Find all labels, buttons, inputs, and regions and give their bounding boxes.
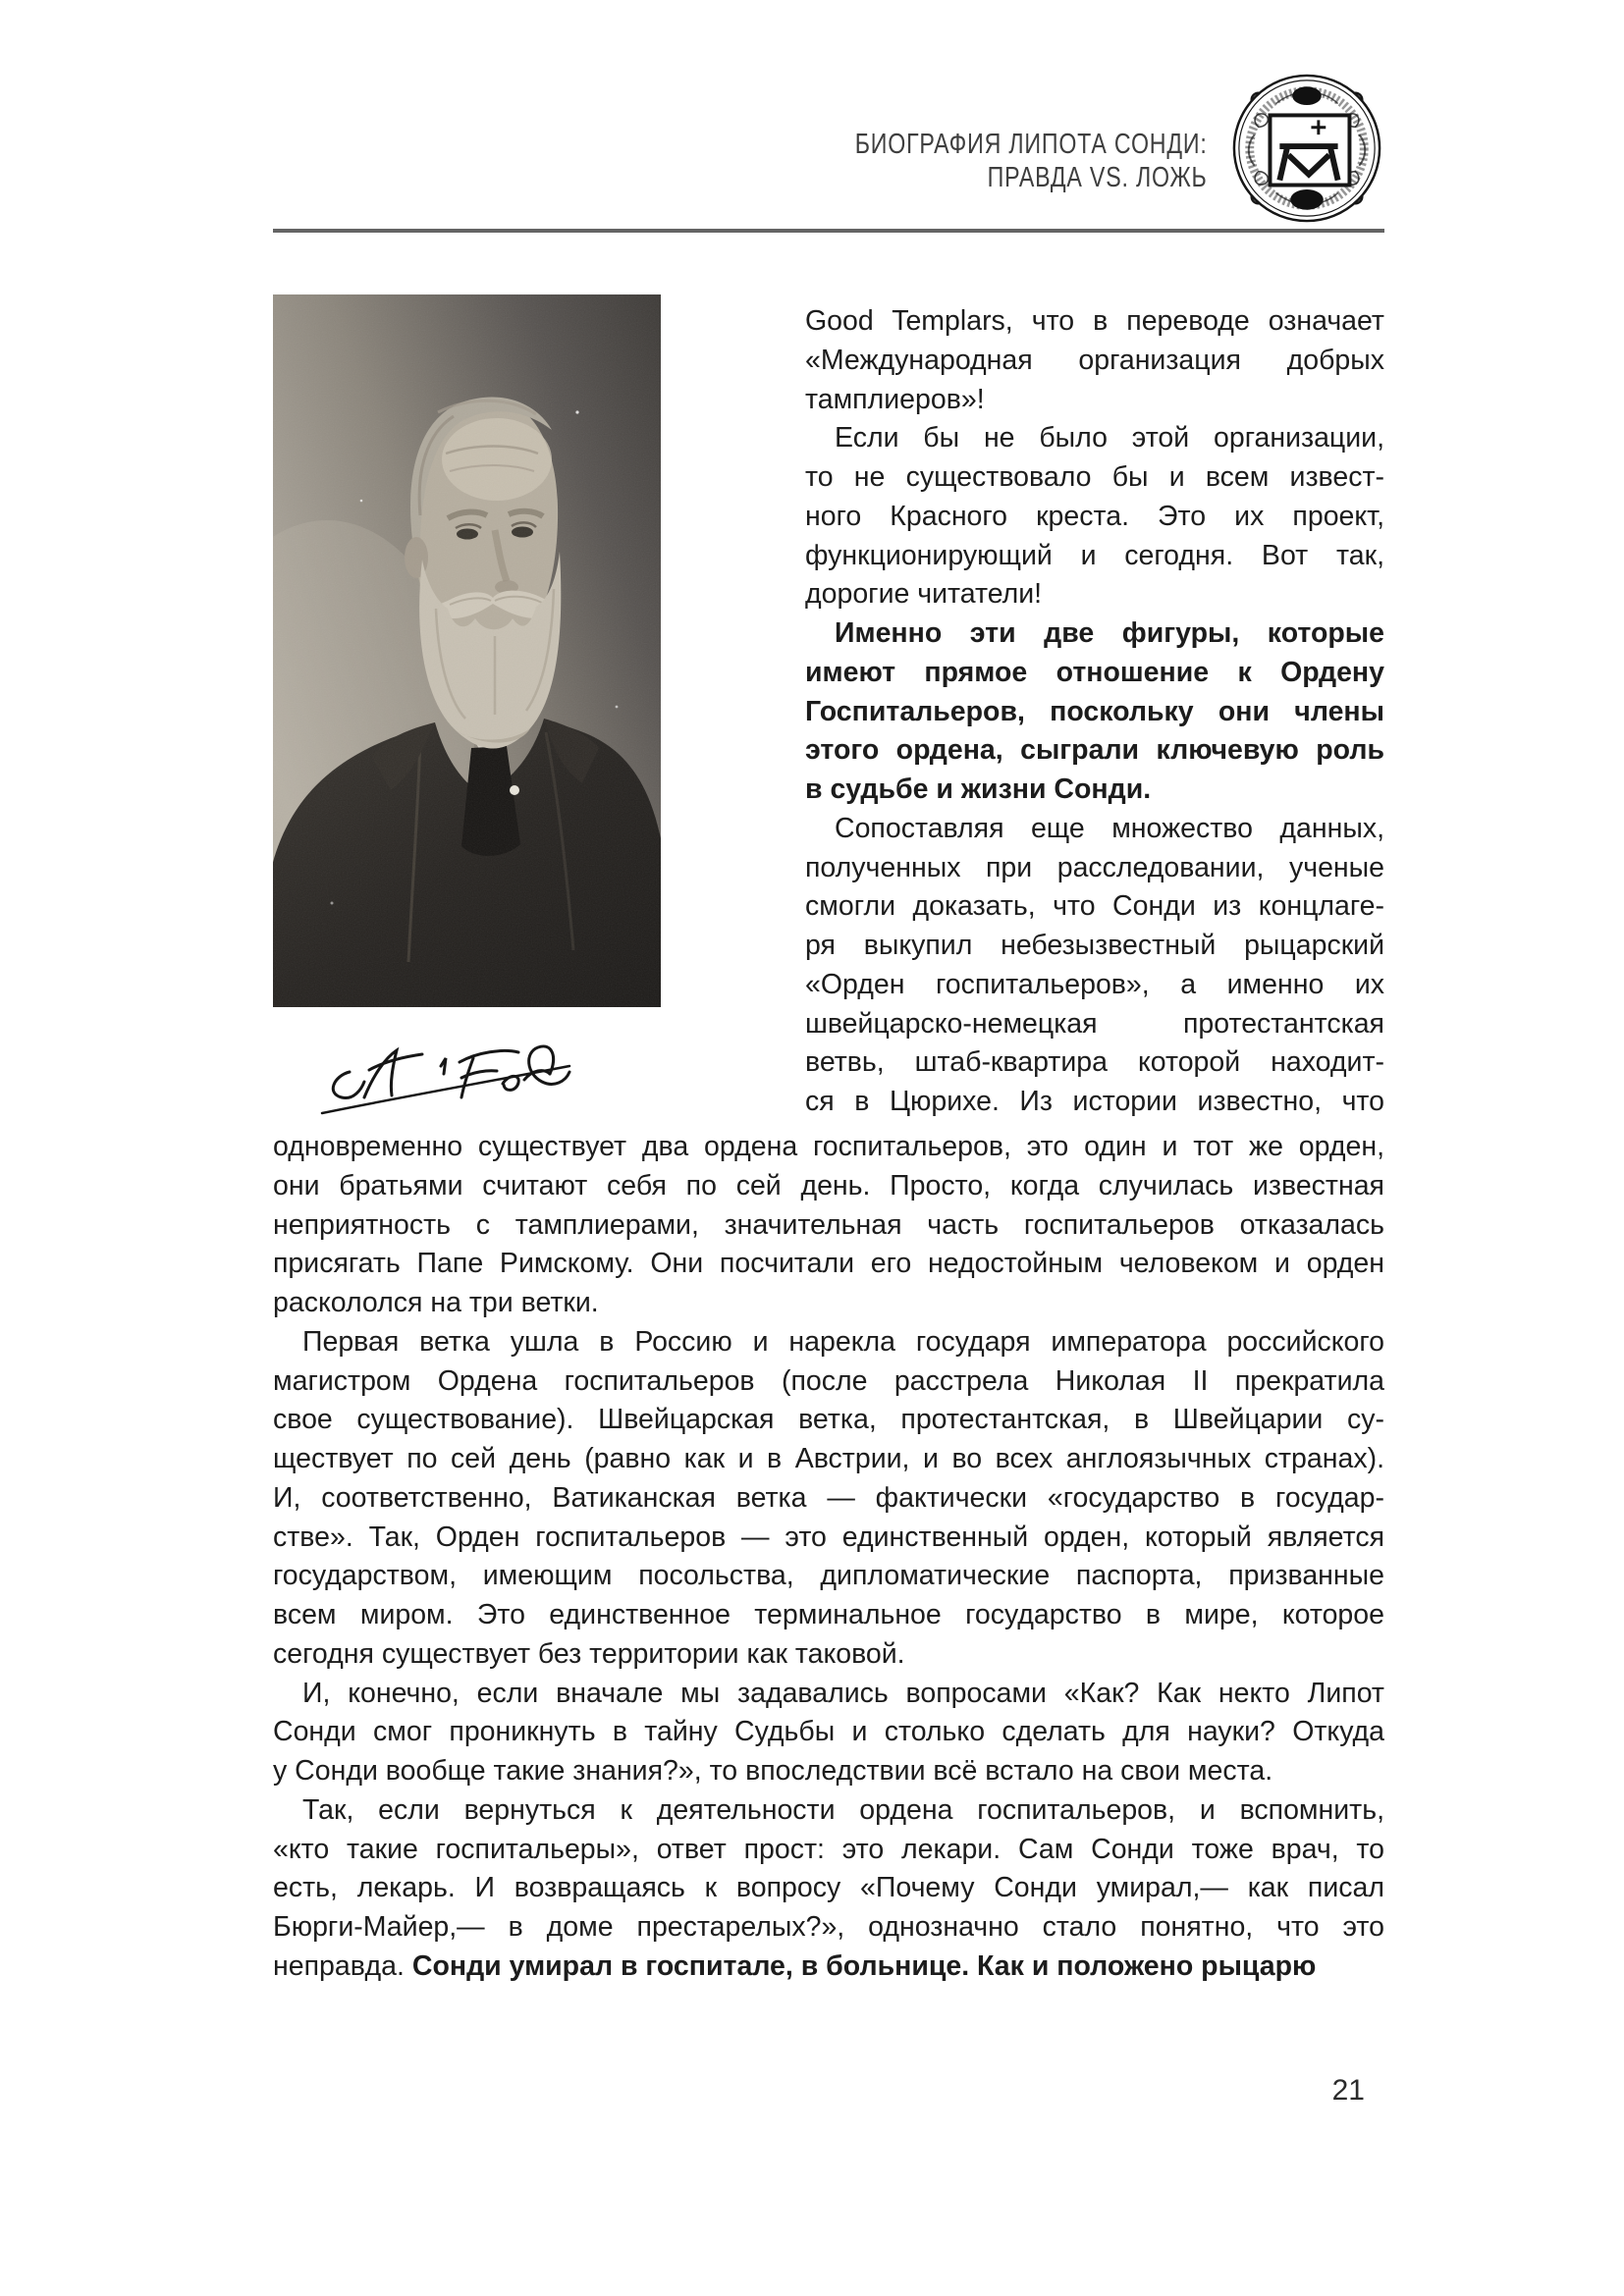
text-line: ся в Цюрихе. Из истории известно, что: [805, 1086, 1384, 1117]
text-line: Сопоставляя еще множество данных,: [835, 812, 1384, 844]
text-line: Именно эти две фигуры, которые: [835, 617, 1384, 649]
text-line: швейцарско-немецкая протестантская: [805, 1007, 1384, 1040]
text-line: Сонди смог проникнуть в тайну Судьбы и столько сделать для науки? Откуда: [273, 1716, 1384, 1748]
text-line: ществует по сей день (равно как и в Австрии, и во всех англоязычных странах).: [273, 1443, 1384, 1474]
text-line: «Международная организация добрых: [805, 344, 1384, 376]
text-line: полученных при расследовании, ученые: [805, 851, 1384, 883]
text-line: функционирующий и сегодня. Вот так,: [805, 539, 1384, 571]
text-line: «кто такие госпитальеры», ответ прост: это лекари. Сам Сонди тоже врач, то: [273, 1833, 1384, 1865]
text-line: Первая ветка ушла в Россию и нарекла государя императора российского: [302, 1325, 1384, 1358]
running-head-line2: ПРАВДА VS. ЛОЖЬ: [988, 162, 1208, 193]
portrait-photo: [273, 294, 661, 1007]
text-line: государством, имеющим посольства, дипломатические паспорта, призванные: [273, 1560, 1384, 1592]
text-line: Госпитальеров, поскольку они члены: [805, 695, 1384, 727]
text-line: то не существовало бы и всем извест-: [805, 461, 1384, 493]
full-width-text: [273, 1128, 1384, 1987]
text-line: Так, если вернуться к деятельности ордена госпитальеров, и вспомнить,: [302, 1793, 1384, 1826]
publisher-emblem-icon: [1229, 71, 1384, 226]
text-line: всем миром. Это единственное терминальное государство в мире, которое: [273, 1599, 1384, 1630]
text-line: свое существование). Швейцарская ветка, протестантская, в Швейцарии су-: [273, 1404, 1384, 1436]
running-head-line1: БИОГРАФИЯ ЛИПОТА СОНДИ:: [855, 129, 1208, 160]
text-line: сегодня существует без территории как таковой.: [273, 1637, 905, 1670]
text-line: магистром Ордена госпитальеров (после расстрела Николая II прекратила: [273, 1364, 1384, 1397]
text-line: И, конечно, если вначале мы задавались вопросами «Как? Как некто Липот: [302, 1677, 1384, 1709]
column-text: [805, 302, 1384, 1122]
text-line: ветвь, штаб-квартира которой находит-: [805, 1046, 1384, 1079]
text-line: у Сонди вообще такие знания?», то впоследствии всё встало на свои места.: [273, 1755, 1273, 1787]
text-line: Good Templars, что в переводе означает: [805, 305, 1384, 337]
text-line: Если бы не было этой организации,: [835, 422, 1384, 454]
text-line: в судьбе и жизни Сонди.: [805, 774, 1152, 805]
text-line: этого ордена, сыграли ключевую роль: [805, 734, 1384, 767]
text-line: Бюрги-Майер,— в доме престарелых?», однозначно стало понятно, что это: [273, 1911, 1384, 1943]
text-line: раскололся на три ветки.: [273, 1287, 599, 1318]
text-line: И, соответственно, Ватиканская ветка — фактически «государство в государ-: [273, 1481, 1384, 1514]
text-line: неправда. Сонди умирал в госпитале, в больнице. Как и положено рыцарю: [273, 1949, 1317, 1982]
header-rule: [273, 229, 1384, 233]
text-line: тамплиеров»!: [805, 383, 985, 415]
text-line: ря выкупил небезызвестный рыцарский: [805, 930, 1384, 961]
page-number: 21: [1331, 2074, 1365, 2107]
signature-image: [310, 1037, 581, 1127]
text-line: дорогие читатели!: [805, 578, 1043, 611]
text-line: неприятность с тамплиерами, значительная часть госпитальеров отказалась: [273, 1208, 1384, 1241]
text-line: одновременно существует два ордена госпитальеров, это один и тот же орден,: [273, 1131, 1384, 1162]
text-line: ного Красного креста. Это их проект,: [805, 500, 1384, 532]
text-line: стве». Так, Орден госпитальеров — это единственный орден, который является: [273, 1521, 1384, 1553]
running-head: [855, 128, 1208, 194]
text-line: присягать Папе Римскому. Они посчитали его недостойным человеком и орден: [273, 1248, 1384, 1280]
text-line: смогли доказать, что Сонди из концлаге-: [805, 890, 1384, 923]
text-line: «Орден госпитальеров», а именно их: [805, 968, 1384, 1000]
text-line: имеют прямое отношение к Ордену: [805, 656, 1384, 688]
text-line: есть, лекарь. И возвращаясь к вопросу «Почему Сонди умирал,— как писал: [273, 1872, 1384, 1904]
text-line: они братьями считают себя по сей день. Просто, когда случилась известная: [273, 1169, 1384, 1201]
